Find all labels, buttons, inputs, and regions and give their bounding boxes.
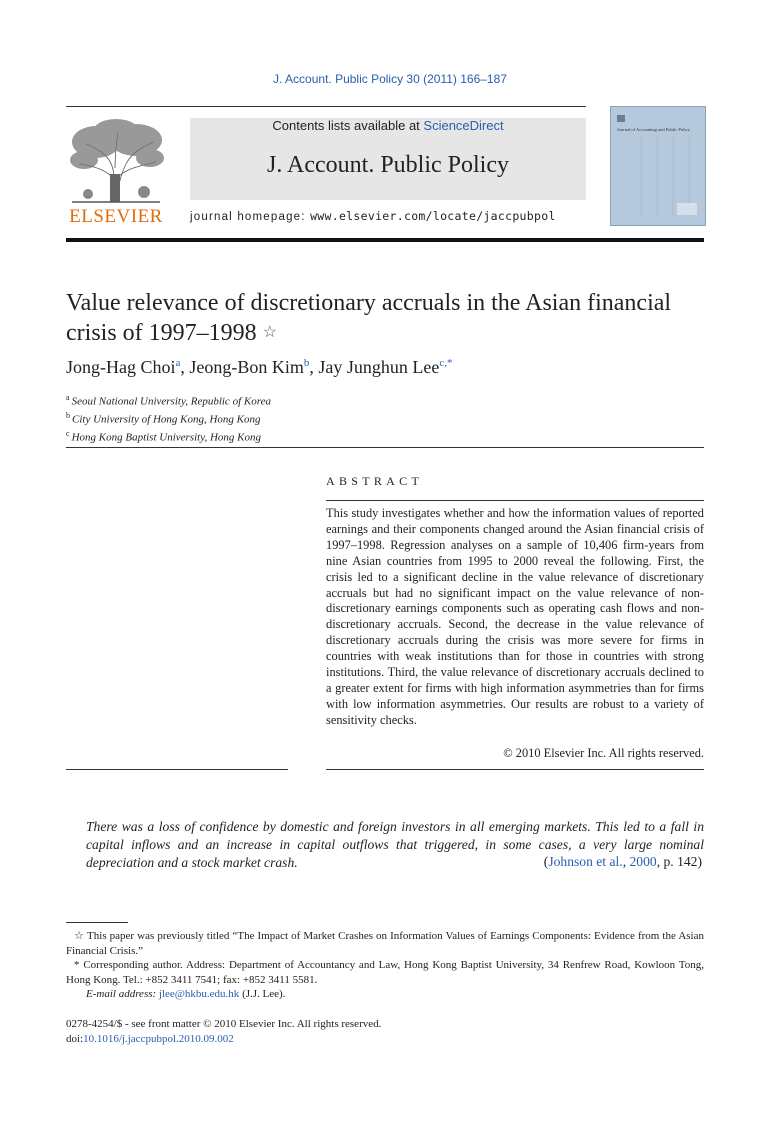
header-top-rule [66, 106, 586, 107]
author-name[interactable]: Jay Junghun Lee [318, 357, 440, 377]
doi-link[interactable]: 10.1016/j.jaccpubpol.2010.09.002 [83, 1033, 234, 1045]
affiliation-mark: b [66, 411, 70, 421]
author-affiliation-mark[interactable]: b [303, 357, 310, 369]
journal-header-box [190, 118, 586, 200]
cover-art [611, 107, 705, 225]
abstract-copyright: © 2010 Elsevier Inc. All rights reserved. [503, 746, 704, 760]
affiliation-list [66, 391, 271, 445]
cover-title: Journal of Accounting and Public Policy [617, 127, 690, 132]
footnote-text: This paper was previously titled “The Impact of Market Crashes on Information Values of Earnings Components: Evidence from the Asian Financial Crisis.” [66, 930, 704, 957]
email-label: E-mail address: [86, 988, 157, 1000]
article-title [66, 288, 686, 348]
author-name[interactable]: Jong-Hag Choi [66, 357, 176, 377]
issn-line: 0278-4254/$ - see front matter © 2010 Elsevier Inc. All rights reserved. [66, 1018, 382, 1030]
affiliation-item [66, 391, 271, 409]
journal-cover-thumbnail[interactable] [610, 106, 706, 226]
abstract-bottom-rule [326, 769, 704, 770]
affiliation-text: Hong Kong Baptist University, Hong Kong [71, 431, 262, 444]
title-footnote-star[interactable]: ☆ [262, 324, 277, 341]
footnote-title-note [66, 929, 704, 958]
author-name[interactable]: Jeong-Bon Kim [189, 357, 304, 377]
affiliation-text: City University of Hong Kong, Hong Kong [72, 413, 261, 426]
header-thick-rule [66, 238, 704, 242]
footnote-star: ☆ [74, 930, 85, 942]
author-list [66, 357, 453, 378]
author-separator: , [309, 357, 319, 377]
journal-name: J. Account. Public Policy [267, 152, 509, 178]
abstract-rule [326, 500, 704, 501]
email-owner: (J.J. Lee). [242, 988, 286, 1000]
front-matter [66, 1017, 381, 1047]
affiliation-text: Seoul National University, Republic of Korea [71, 395, 271, 408]
affiliation-item [66, 427, 271, 445]
contents-available-line [190, 118, 586, 133]
author-affiliation-mark[interactable]: a [175, 357, 181, 369]
epigraph-source-sep: , [622, 854, 630, 869]
footnote-asterisk: * [74, 959, 80, 971]
sciencedirect-link[interactable]: ScienceDirect [423, 118, 504, 133]
author-separator: , [180, 357, 190, 377]
left-column-rule [66, 769, 288, 770]
epigraph-source-link[interactable]: Johnson et al. [548, 854, 623, 869]
footnote-rule [66, 922, 128, 923]
epigraph-open-paren: ( [543, 854, 549, 869]
epigraph-page: , p. 142) [656, 854, 702, 869]
abstract-body: This study investigates whether and how the information values of reported earnings and their components changed around the Asian financial crisis of 1997–1998. Regression analyses on a sample of 10,406 firm-years from nine Asian countries from 1995 to 2000 reveal the following. First, the crisis led to a significant decline in the value relevance of discretionary accruals but had no significant impact on the value relevance of non-discretionary earnings components such as operating cash flows and non-discretionary accruals. Second, the decrease in the value relevance of discretionary accruals during the crisis was more severe for firms in countries with weak institutions than for those in countries with strong institutions. Third, the value relevance of discretionary accruals declined to a greater extent for firms with high information asymmetries than for firms with low information asymmetries. Our results are robust to a variety of sensitivity checks. [326, 506, 704, 727]
elsevier-wordmark: ELSEVIER [69, 206, 163, 227]
journal-citation[interactable]: J. Account. Public Policy 30 (2011) 166–187 [273, 72, 507, 86]
doi-line [66, 1032, 381, 1047]
affiliation-item [66, 409, 271, 427]
epigraph-source [544, 854, 702, 870]
affiliation-mark: c [66, 429, 70, 439]
homepage-label: journal homepage: [190, 211, 311, 223]
epigraph-quote: There was a loss of confidence by domestic and foreign investors in all emerging markets. This led to a fall in capital inflows and an increase in capital outflows that triggered, in some cases, a very large nominal depreciation and a stock market crash. [86, 819, 704, 870]
doi-prefix: doi: [66, 1033, 84, 1045]
section-rule [66, 447, 704, 448]
epigraph-year-link[interactable]: 2000 [629, 854, 657, 869]
email-link[interactable]: jlee@hkbu.edu.hk [158, 988, 240, 1000]
article-title-text: Value relevance of discretionary accruals in the Asian financial crisis of 1997–1998 [66, 290, 672, 346]
affiliation-mark: a [66, 393, 70, 402]
footnote-corresponding-author [66, 958, 704, 987]
footnote-email [86, 987, 704, 1002]
journal-homepage-line [190, 209, 586, 223]
contents-prefix: Contents lists available at [272, 118, 424, 133]
abstract-heading: ABSTRACT [326, 474, 424, 488]
footnote-text: Corresponding author. Address: Department of Accountancy and Law, Hong Kong Baptist University, 34 Renfrew Road, Kowloon Tong, Hong Kong. Tel.: +852 3411 7541; fax: +852 3411 5581. [66, 959, 704, 986]
author-affiliation-mark[interactable]: c,* [439, 357, 453, 369]
homepage-url[interactable]: www.elsevier.com/locate/jaccpubpol [310, 209, 556, 223]
